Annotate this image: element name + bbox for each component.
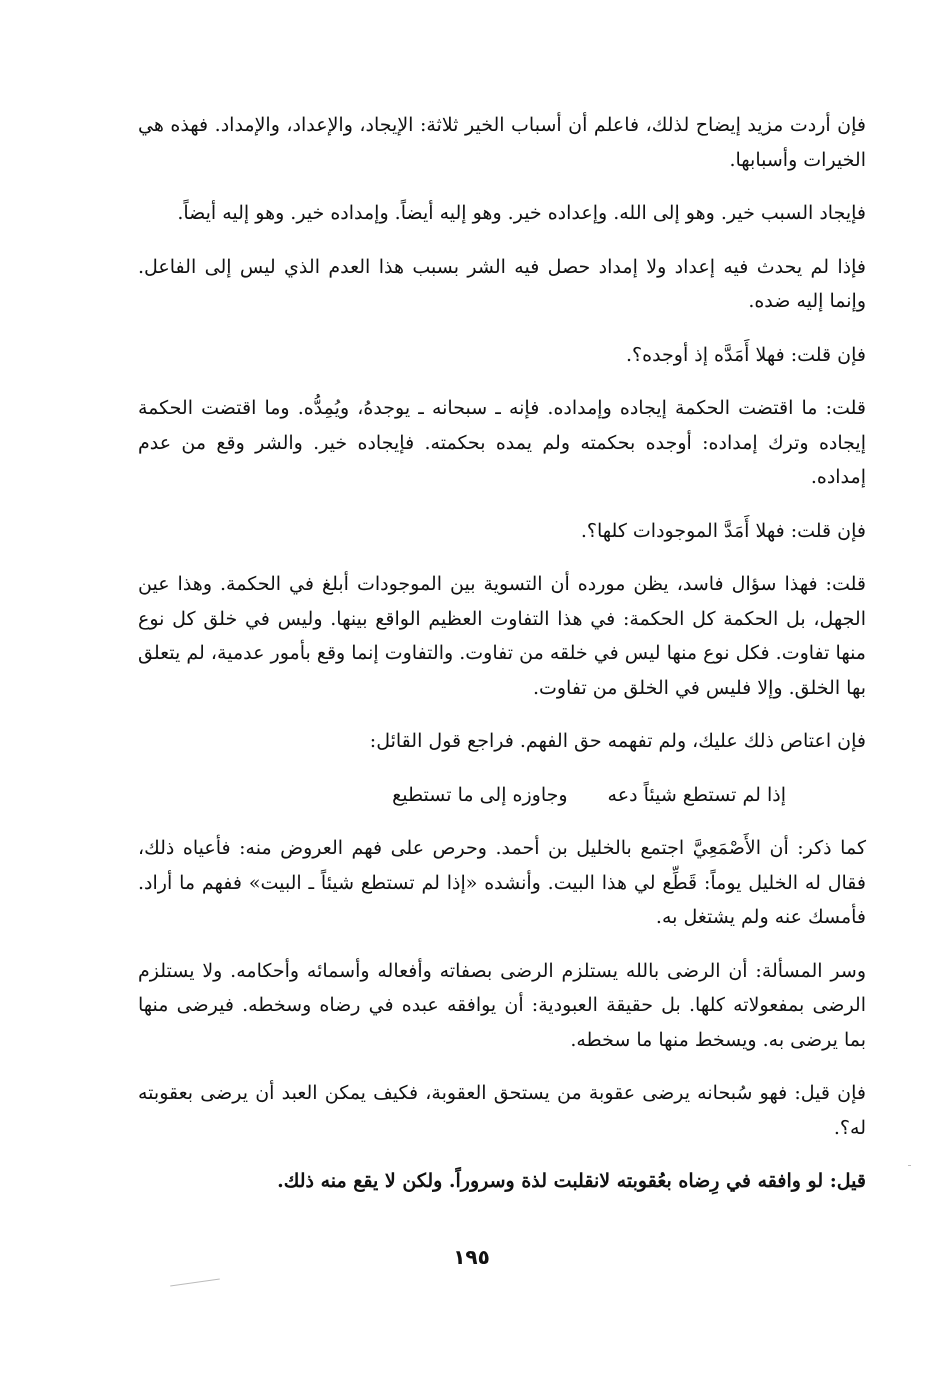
page-number: ١٩٥ [453, 1245, 490, 1269]
paragraph: فإن أردت مزيد إيضاح لذلك، فاعلم أن أسباب الخير ثلاثة: الإيجاد، والإعداد، والإمداد. فهذه هي الخيرات وأسبابها. [138, 114, 866, 171]
poem-first-hemistich: إذا لم تستطع شيئاً دعه [607, 783, 786, 806]
paragraph: قلت: فهذا سؤال فاسد، يظن مورده أن التسوية بين الموجودات أبلغ في الحكمة. وهذا عين الجهل، بل الحكمة كل الحكمة: في هذا التفاوت العظيم الواقع بينها. وليس في خلق كل نوع منها تفاوت. فكل نوع منها ليس في خلقه من تفاوت. والتفاوت إنما وقع بأمور عدمية، لم يتعلق بها الخلق. وإلا فليس في الخلق من تفاوت. [138, 573, 866, 699]
paragraph: فإن قلت: فهلا أَمَدَّ الموجودات كلها؟. [580, 519, 866, 542]
paragraph: فإن قلت: فهلا أَمَدَّه إذ أوجده؟. [625, 343, 866, 366]
paragraph: فإيجاد السبب خير. وهو إلى الله. وإعداده خير. وهو إليه أيضاً. وإمداده خير. وهو إليه أيضاً. [177, 202, 866, 224]
page-body [138, 108, 866, 1218]
paragraph: قيل: لو وافقه في رِضاه بعُقوبته لانقلبت لذة وسروراً. ولكن لا يقع منه ذلك. [277, 1170, 866, 1192]
paragraph: فإن اعتاص ذلك عليك، ولم تفهمه حق الفهم. فراجع قول القائل: [369, 730, 866, 752]
poem-verse [138, 778, 866, 813]
paragraph: فإن قيل: فهو سُبحانه يرضى عقوبة من يستحق العقوبة، فكيف يمكن العبد أن يرضى بعقوبته له؟. [138, 1082, 866, 1139]
poem-second-hemistich: وجاوزه إلى ما تستطيع [392, 783, 568, 806]
paragraph: كما ذكر: أن الأَصْمَعِيَّ اجتمع بالخليل بن أحمد. وحرص على فهم العروض منه: فأعياه ذلك، فقال له الخليل يوماً: قَطِّع لي هذا البيت. وأنشده «إذا لم تستطع شيئاً ـ البيت» ففهم ما أراد. فأمسك عنه ولم يشتغل به. [138, 837, 867, 928]
paragraph: قلت: ما اقتضت الحكمة إيجاده وإمداده. فإنه ـ سبحانه ـ يوجدهُ، ويُمِدُّه. وما اقتضت الحكمة إيجاده وترك إمداده: أوجده بحكمته ولم يمده بحكمته. فإيجاده خير. والشر وقع من عدم إمداده. [138, 397, 866, 488]
scan-mark [908, 1165, 911, 1166]
paragraph: فإذا لم يحدث فيه إعداد ولا إمداد حصل فيه الشر بسبب هذا العدم الذي ليس إلى الفاعل. وإنما إليه ضده. [138, 255, 866, 312]
paragraph: وسر المسألة: أن الرضى بالله يستلزم الرضى بصفاته وأفعاله وأسمائه وأحكامه. ولا يستلزم الرضى بمفعولاته كلها. بل حقيقة العبودية: أن يوافقه عبده في رضاه وسخطه. فيرضى منها بما يرضى به. ويسخط منها ما سخطه. [138, 959, 866, 1051]
scan-mark [170, 1279, 220, 1287]
